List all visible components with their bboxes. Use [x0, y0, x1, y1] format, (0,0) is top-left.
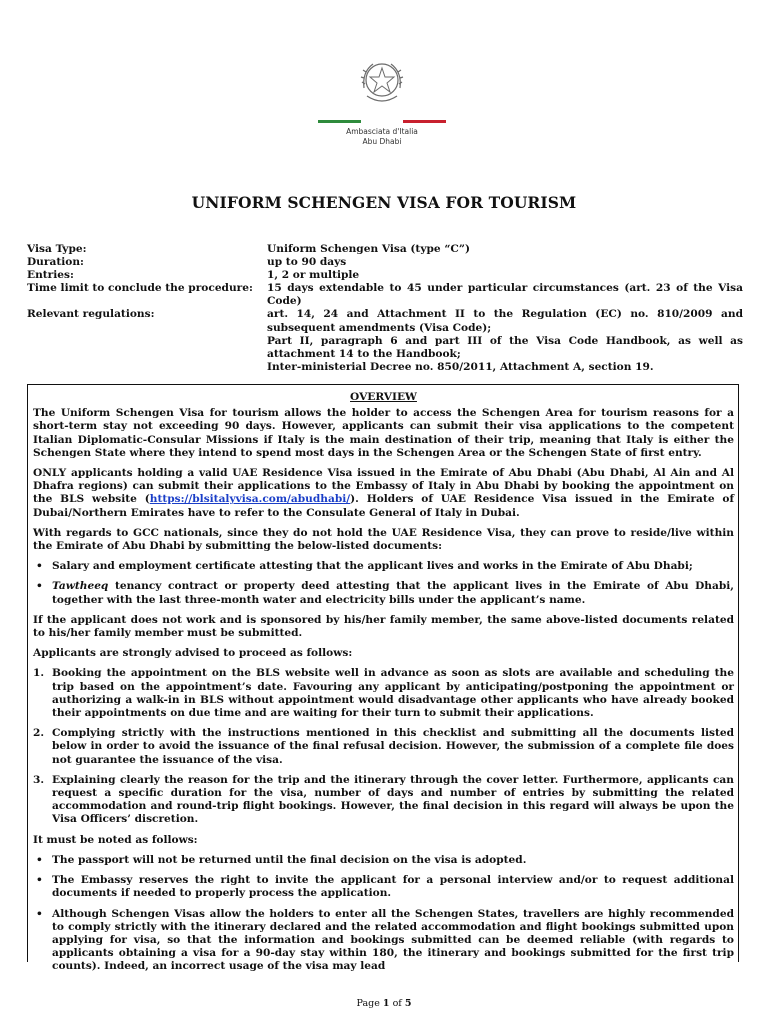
notes-list [33, 854, 734, 974]
meta-key: Time limit to conclude the procedure: [27, 282, 253, 295]
list-item: 3. Explaining clearly the reason for the trip and the itinerary through the cover letter. Furthermore, applicants can request a specific duration for the visa, number of days and number of entries by submitting the related accommodation and round-trip flight bookings. However, the final decision in this regard will always be upon the Visa Officers’ discretion. [33, 773, 734, 826]
list-item: • The Embassy reserves the right to invite the applicant for a personal interview and/or to request additional documents if needed to properly process the application. [36, 874, 734, 900]
italian-republic-emblem-icon [359, 58, 405, 108]
embassy-logo [318, 58, 446, 146]
overview-paragraph-1: The Uniform Schengen Visa for tourism allows the holder to access the Schengen Area for tourism reasons for a short-term stay not exceeding 90 days. However, applicants can submit their visa applications to the competent Italian Diplomatic-Consular Missions if Italy is the main destination of their trip, meaning that Italy is either the Schengen State where they intend to spend most days in the Schengen Area or the Schengen State of first entry. [33, 407, 734, 459]
page-footer [0, 998, 768, 1009]
step-number: 2. [33, 727, 45, 740]
bullet-icon: • [36, 560, 43, 573]
overview-paragraph-5: Applicants are strongly advised to proceed as follows: [33, 647, 353, 660]
overview-paragraph-3: With regards to GCC nationals, since they do not hold the UAE Residence Visa, they can prove to reside/live within the Emirate of Abu Dhabi by submitting the below-listed documents: [33, 526, 734, 553]
bullet-icon: • [36, 874, 43, 887]
gcc-documents-list [33, 560, 734, 607]
visa-summary-table [27, 243, 743, 374]
meta-row-duration [27, 256, 743, 269]
page-total: 5 [404, 998, 412, 1009]
bls-website-link[interactable]: https://blsitalyvisa.com/abudhabi/ [149, 493, 351, 506]
bullet-icon: • [36, 907, 43, 920]
overview-paragraph-2: ONLY applicants holding a valid UAE Residence Visa issued in the Emirate of Abu Dhabi (Abu Dhabi, Al Ain and Al Dhafra regions) can submit their applications to the Embassy of Italy in Abu Dhabi by booking the appointment on the BLS website (https://blsitalyvisa.com/abudhabi/). Holders of UAE Residence Visa issued in the Emirate of Dubai/Northern Emirates have to refer to the Consulate General of Italy in Dubai. [33, 467, 734, 519]
bullet-icon: • [36, 853, 43, 866]
meta-value: Uniform Schengen Visa (type “C”) [267, 243, 470, 255]
page-number: 1 [382, 998, 390, 1009]
steps-list [33, 667, 734, 826]
bullet-icon: • [36, 580, 43, 593]
list-item: 1. Booking the appointment on the BLS website well in advance as soon as slots are available and scheduling the trip based on the appointment’s date. Favouring any applicant by anticipating/postponing the appointment or authorizing a walk-in in BLS without appointment would disadvantage other applicants who have already booked their appointments on due time and are waiting for their turn to submit their applications. [33, 667, 734, 720]
list-item: • Although Schengen Visas allow the holders to enter all the Schengen States, travellers are highly recommended to comply strictly with the itinerary declared and the related accommodation and flight bookings submitted upon applying for visa, so that the information and bookings submitted can be deemed reliable (with regards to applicants obtaining a visa for a 90-day stay within 180, the itinerary and bookings submitted for the first trip counts). Indeed, an incorrect usage of the visa may lead [36, 907, 734, 973]
meta-key: Visa Type: [27, 243, 87, 255]
meta-value: art. 14, 24 and Attachment II to the Regulation (EC) no. 810/2009 and subsequent amendments (Visa Code); [267, 308, 743, 334]
italian-tricolor-bar [318, 120, 446, 123]
org-line-2: Abu Dhabi [362, 137, 402, 146]
list-item: • Salary and employment certificate attesting that the applicant lives and works in the Emirate of Abu Dhabi; [36, 560, 693, 573]
meta-row-time-limit [27, 282, 743, 308]
list-item: 2. Complying strictly with the instructions mentioned in this checklist and submitting all the documents listed below in order to avoid the issuance of the final refusal decision. However, the submission of a complete file does not guarantee the issuance of the visa. [33, 727, 734, 766]
meta-row-visa-type [27, 243, 743, 256]
meta-key: Duration: [27, 256, 84, 269]
meta-row-regulations [27, 308, 743, 373]
overview-paragraph-4: If the applicant does not work and is sponsored by his/her family member, the same above-listed documents related to his/her family member must be submitted. [33, 613, 734, 640]
meta-value: up to 90 days [267, 256, 347, 269]
overview-box [27, 384, 739, 973]
meta-value: Part II, paragraph 6 and part III of the Visa Code Handbook, as well as attachment 14 to the Handbook; [267, 334, 743, 360]
meta-value: Inter-ministerial Decree no. 850/2011, Attachment A, section 19. [267, 360, 654, 373]
list-item: • Tawtheeq tenancy contract or property deed attesting that the applicant lives in the Emirate of Abu Dhabi, together with the last three-month water and electricity bills under the applicant’s name. [36, 580, 734, 606]
document-title: UNIFORM SCHENGEN VISA FOR TOURISM [191, 193, 577, 212]
org-line-1: Ambasciata d'Italia [346, 127, 418, 136]
meta-value: 15 days extendable to 45 under particular circumstances (art. 23 of the Visa Code) [267, 282, 743, 308]
overview-heading: OVERVIEW [350, 391, 417, 403]
list-item: • The passport will not be returned until the final decision on the visa is adopted. [36, 853, 527, 866]
overview-paragraph-6: It must be noted as follows: [33, 833, 198, 846]
meta-key: Relevant regulations: [27, 308, 155, 321]
step-number: 1. [33, 667, 45, 680]
page-word: Page [356, 998, 380, 1009]
meta-value: 1, 2 or multiple [267, 269, 360, 282]
meta-key: Entries: [27, 269, 74, 282]
step-number: 3. [33, 773, 45, 786]
meta-row-entries [27, 269, 743, 282]
of-word: of [392, 998, 402, 1009]
